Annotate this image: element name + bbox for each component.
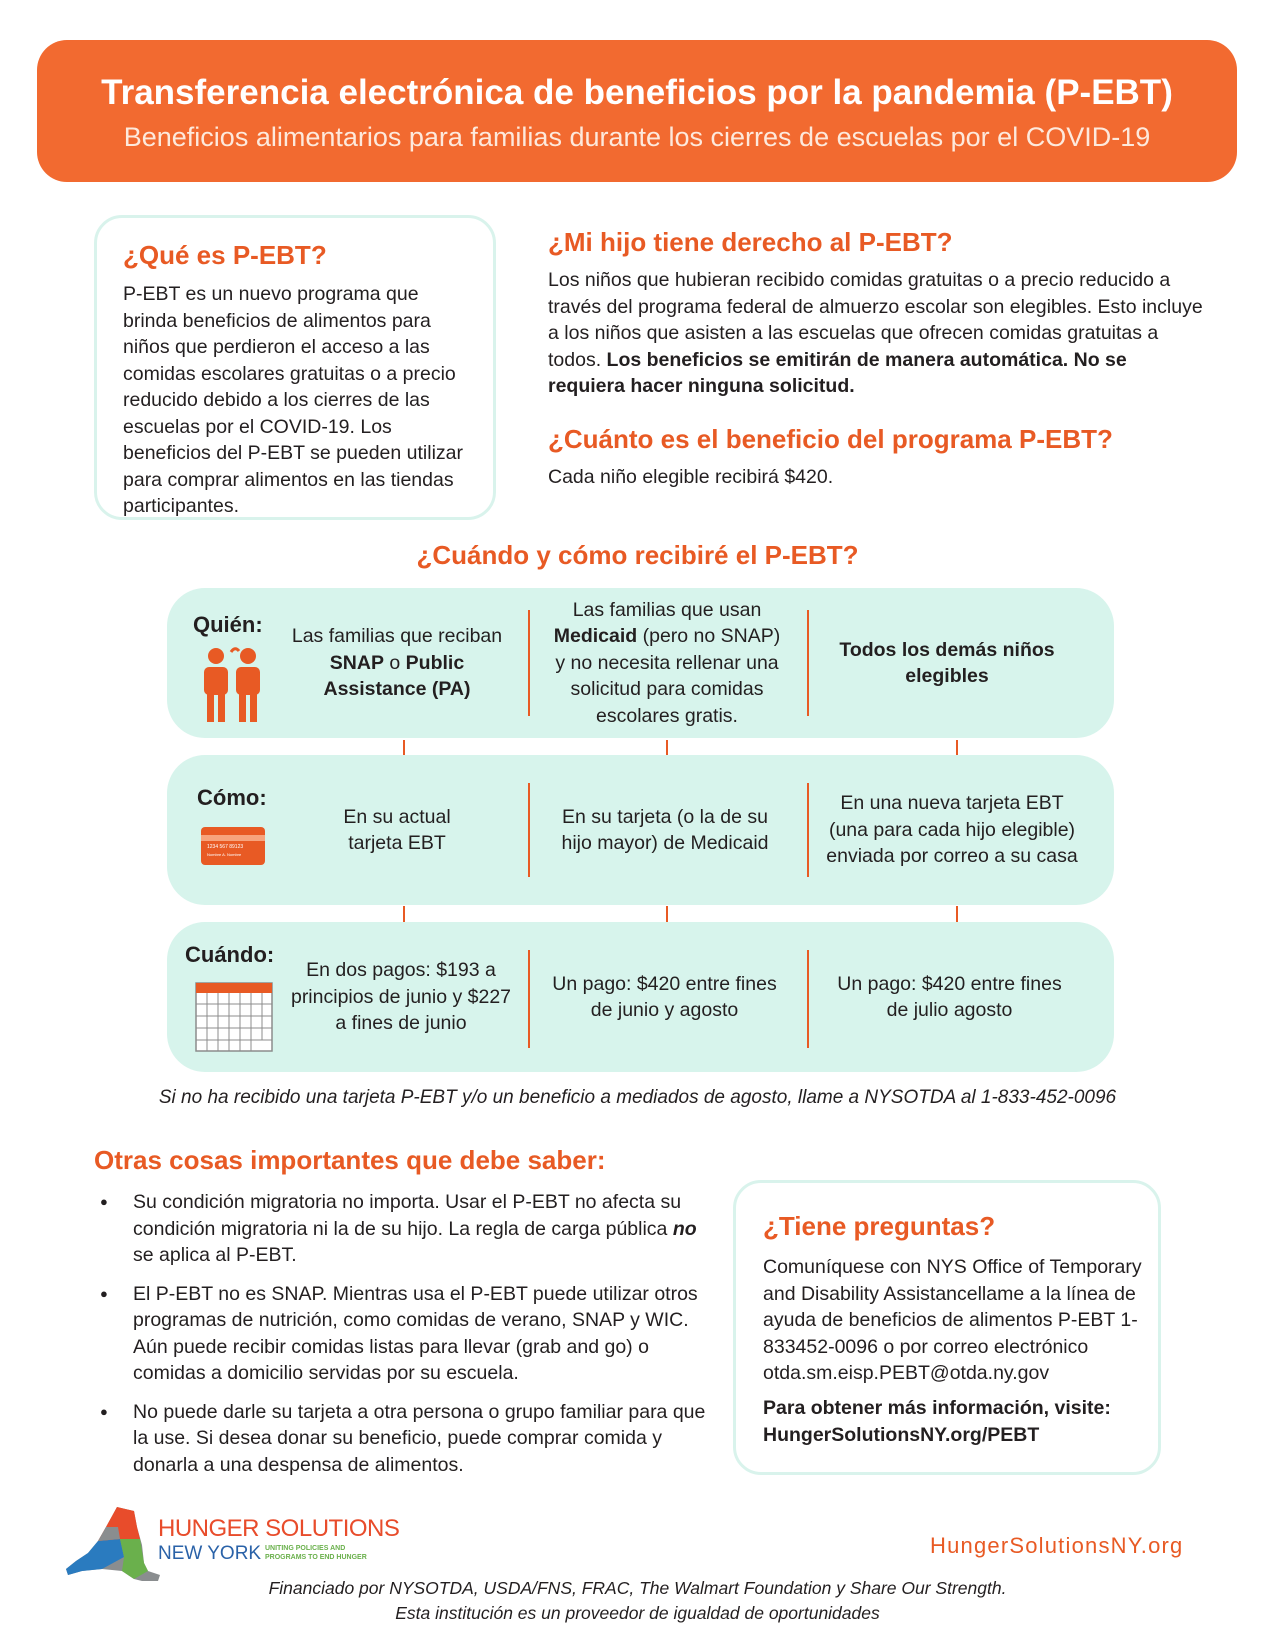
card-name: Nombre A. Nombre <box>207 852 242 857</box>
logo-line1: HUNGER SOLUTIONS <box>158 1515 400 1542</box>
cuando-col2: Un pago: $420 entre fines de junio y agosto <box>552 972 777 1021</box>
preguntas-text: Comuníquese con NYS Office of Temporary and Disability Assistancellame a la línea de ayuda de beneficios de alimentos P-EBT 1-833452-0096 o por correo electrónico otda.sm.eisp.PEBT@otda.ny.gov <box>763 1256 1142 1384</box>
quien-row <box>167 588 1114 738</box>
como-row <box>167 755 1114 905</box>
cuanto-heading: ¿Cuánto es el beneficio del programa P-EBT? <box>548 424 1113 454</box>
card-number: 1234 567 89123 <box>207 844 244 850</box>
footer-equal: Esta institución es un proveedor de igualdad de oportunidades <box>395 1603 880 1623</box>
list-item <box>96 1189 706 1269</box>
separator <box>807 950 809 1048</box>
quien-col2-a: Las familias que usan <box>572 598 762 621</box>
otras-b1-no: no <box>672 1217 697 1240</box>
header-banner <box>37 40 1237 182</box>
que-es-text: P-EBT es un nuevo programa que brinda beneficios de alimentos para niños que perdieron el acceso a las comidas escolares gratuitas o a precio reducido debido a los cierres de las escuelas por el COVID-19. Los beneficios del P-EBT se pueden utilizar para comprar alimentos en las tiendas participantes. <box>123 283 464 517</box>
separator <box>528 610 530 716</box>
quien-col1-pa: Public Assistance (PA) <box>323 651 471 701</box>
como-col1: En su actual tarjeta EBT <box>343 805 451 854</box>
quien-col2-medicaid: Medicaid <box>553 625 638 648</box>
page-title: Transferencia electrónica de beneficios por la pandemia (P-EBT) <box>101 73 1173 112</box>
cuando-col3: Un pago: $420 entre fines de julio agosto <box>837 972 1062 1021</box>
list-item: ● No puede darle su tarjeta a otra persona o grupo familiar para que la use. Si desea donar su beneficio, puede comprar comida y donarla a una despensa de alimentos. <box>96 1399 706 1479</box>
quien-col3-text: Todos los demás niños elegibles <box>839 638 1055 687</box>
derecho-bold: Los beneficios se emitirán de manera automática. No se requiera hacer ninguna solicitud. <box>548 348 1127 397</box>
quien-label: Quién: <box>193 612 263 637</box>
preguntas-link-text: Para obtener más información, visite: HungerSolutionsNY.org/PEBT <box>763 1397 1111 1446</box>
family-icon <box>201 646 263 722</box>
derecho-body: Los niños que hubieran recibido comidas gratuitas o a precio reducido a través del programa federal de almuerzo escolar son elegibles. Esto incluye a los niños que asisten a las escuelas que ofrecen comidas gratuitas a todos. <box>548 269 1203 371</box>
separator <box>528 950 530 1048</box>
cuando-label: Cuándo: <box>185 942 275 967</box>
que-es-box <box>94 215 496 520</box>
quien-col1-o: o <box>383 651 406 674</box>
separator <box>807 610 809 716</box>
separator <box>528 783 530 877</box>
separator <box>807 783 809 877</box>
page-subtitle: Beneficios alimentarios para familias durante los cierres de escuelas por el COVID-19 <box>123 122 1151 152</box>
quien-col1 <box>285 588 509 738</box>
como-col3: En una nueva tarjeta EBT (una para cada hijo elegible) enviada por correo a su casa <box>826 792 1078 868</box>
como-col2: En su tarjeta (o la de su hijo mayor) de Medicaid <box>561 805 769 854</box>
preguntas-heading: ¿Tiene preguntas? <box>763 1211 996 1241</box>
footer-funding: Financiado por NYSOTDA, USDA/FNS, FRAC, The Walmart Foundation y Share Our Strength. <box>268 1578 1007 1598</box>
logo-tag1: UNITING POLICIES AND <box>265 1545 346 1552</box>
derecho-heading: ¿Mi hijo tiene derecho al P-EBT? <box>548 227 953 257</box>
quien-col1-a: Las familias que reciban <box>291 625 503 648</box>
quien-col1-snap: SNAP <box>329 651 384 674</box>
que-es-heading: ¿Qué es P-EBT? <box>123 240 327 270</box>
logo-tag2: PROGRAMS TO END HUNGER <box>265 1554 367 1561</box>
flow-note: Si no ha recibido una tarjeta P-EBT y/o un beneficio a mediados de agosto, llame a NYSOTDA al 1-833-452-0096 <box>158 1087 1117 1108</box>
quien-col2-c: (pero no SNAP) y no necesita rellenar una solicitud para comidas escolares gratis. <box>555 625 781 727</box>
derecho-text <box>548 267 1208 400</box>
otras-b1-a: Su condición migratoria no importa. Usar el P-EBT no afecta su condición migratoria ni la de su hijo. La regla de carga pública <box>133 1191 682 1240</box>
cuando-row <box>167 922 1114 1072</box>
flow-heading: ¿Cuándo y cómo recibiré el P-EBT? <box>416 540 859 570</box>
calendar-icon <box>195 982 273 1052</box>
list-item: ● El P-EBT no es SNAP. Mientras usa el P-EBT puede utilizar otros programas de nutrición, como comidas de verano, SNAP y WIC. Aún puede recibir comidas listas para llevar (grab and go) o comidas a domicilio servidas por su escuela. <box>96 1281 706 1387</box>
new-york-state-logo-icon <box>62 1505 166 1589</box>
cuanto-text: Cada niño elegible recibirá $420. <box>548 466 834 488</box>
logo-line2: NEW YORK <box>158 1543 262 1564</box>
como-label: Cómo: <box>197 785 267 810</box>
footer-url[interactable]: HungerSolutionsNY.org <box>930 1533 1184 1558</box>
otras-heading: Otras cosas importantes que debe saber: <box>94 1145 606 1175</box>
preguntas-box <box>733 1180 1161 1475</box>
cuando-col1: En dos pagos: $193 a principios de junio y $227 a fines de junio <box>290 959 512 1035</box>
quien-col2 <box>547 588 787 738</box>
otras-list <box>96 1189 706 1490</box>
otras-b1-c: se aplica al P-EBT. <box>133 1244 297 1266</box>
ebt-card-icon <box>201 827 265 865</box>
quien-col3 <box>837 588 1057 738</box>
